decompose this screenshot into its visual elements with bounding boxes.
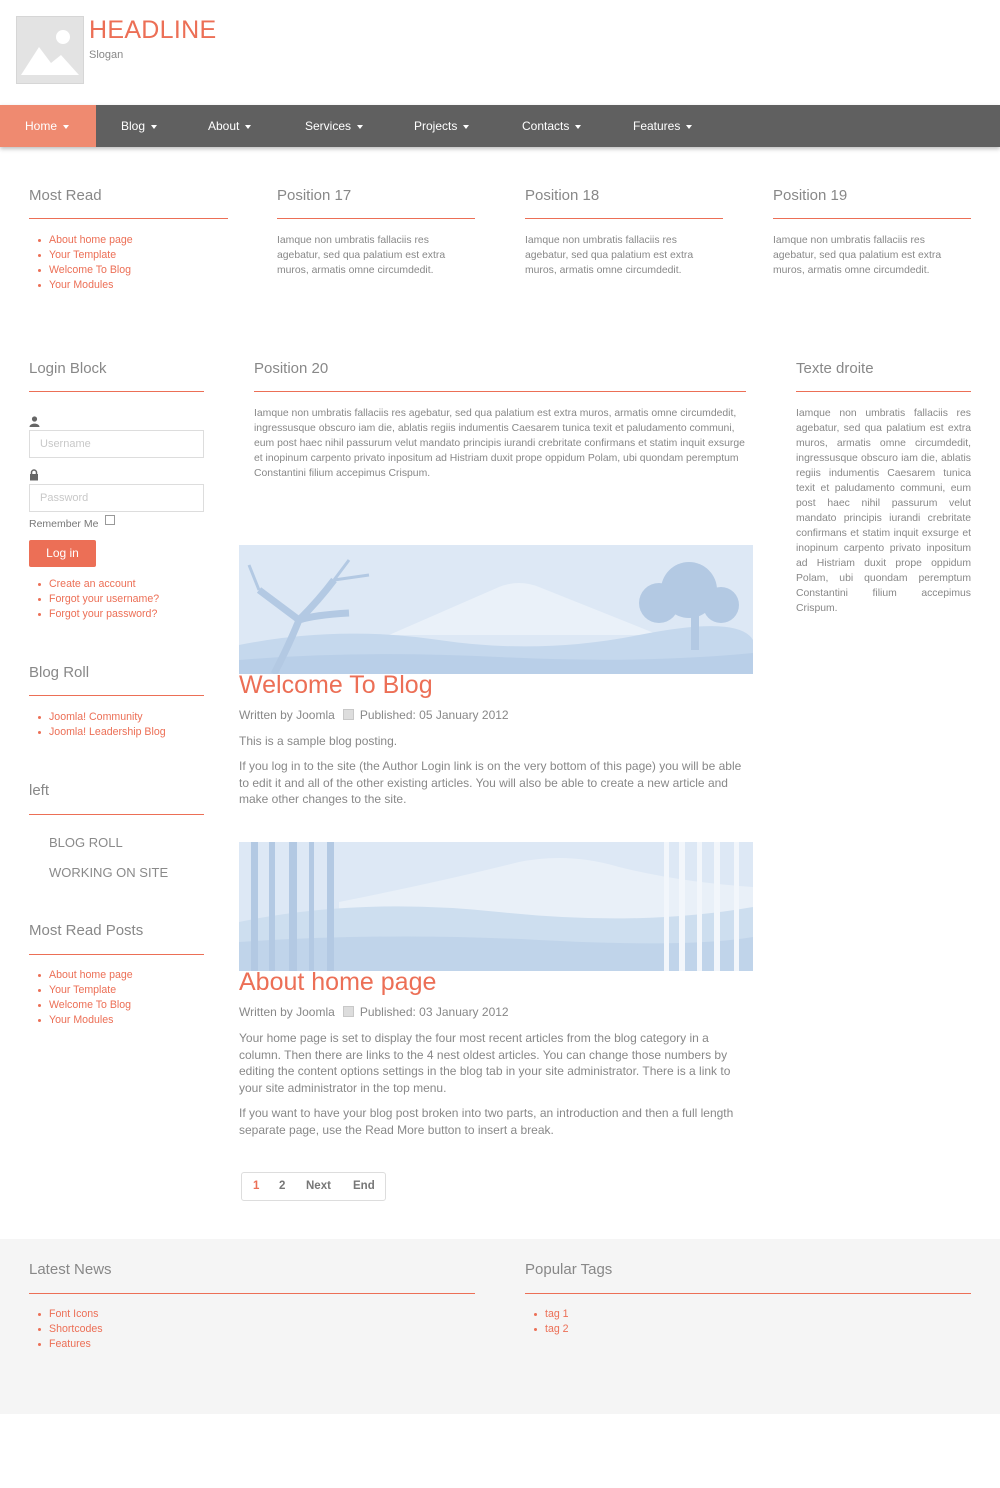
article-image-mountain[interactable] xyxy=(239,545,753,674)
latest-news-title: Latest News xyxy=(29,1261,112,1278)
site-headline[interactable]: HEADLINE xyxy=(89,16,217,44)
login-links xyxy=(29,577,159,622)
list-item[interactable] xyxy=(29,725,166,740)
image-placeholder-icon xyxy=(17,17,83,83)
position-17-text: Iamque non umbratis fallaciis res agebatur, sed qua palatium est extra muros, armatis omne circumdedit. xyxy=(277,235,446,276)
title-divider xyxy=(29,391,204,392)
title-divider xyxy=(29,218,228,219)
user-icon xyxy=(29,416,40,427)
list-item[interactable] xyxy=(29,1322,103,1337)
remember-me-checkbox[interactable] xyxy=(105,515,115,525)
caret-down-icon xyxy=(686,125,692,129)
left-menu-title: left xyxy=(29,782,50,799)
caret-down-icon xyxy=(575,125,581,129)
list-link[interactable]: About home page xyxy=(49,969,133,981)
title-divider xyxy=(796,391,971,392)
nav-item-label: Services xyxy=(305,119,352,133)
list-item[interactable] xyxy=(29,278,133,293)
nav-item-label: Contacts xyxy=(522,119,570,133)
position-18-title: Position 18 xyxy=(525,187,600,204)
list-link[interactable]: Welcome To Blog xyxy=(49,999,132,1011)
page-1[interactable]: 1 xyxy=(253,1180,260,1192)
list-link[interactable]: Shortcodes xyxy=(49,1323,103,1335)
blog-roll-title: Blog Roll xyxy=(29,664,90,681)
list-item[interactable] xyxy=(29,263,133,278)
article-title[interactable]: About home page xyxy=(239,968,437,996)
most-read-list xyxy=(29,233,133,293)
page-next[interactable]: Next xyxy=(306,1180,331,1192)
position-17-title: Position 17 xyxy=(277,187,352,204)
nav-item-projects[interactable] xyxy=(389,105,469,147)
nav-item-about[interactable] xyxy=(183,105,251,147)
caret-down-icon xyxy=(151,125,157,129)
caret-down-icon xyxy=(357,125,363,129)
popular-tags-list xyxy=(525,1307,569,1337)
mountain-landscape-image xyxy=(239,545,753,674)
article-meta xyxy=(239,1005,509,1019)
list-item[interactable] xyxy=(29,998,133,1013)
list-item[interactable] xyxy=(525,1307,569,1322)
title-divider xyxy=(525,218,723,219)
remember-me-label: Remember Me xyxy=(29,518,99,530)
nav-item-label: Blog xyxy=(121,119,146,133)
most-read-posts-title: Most Read Posts xyxy=(29,922,144,939)
list-item[interactable] xyxy=(29,577,159,592)
caret-down-icon xyxy=(63,125,69,129)
password-input[interactable] xyxy=(29,484,204,512)
caret-down-icon xyxy=(463,125,469,129)
title-divider xyxy=(29,695,204,696)
position-19-title: Position 19 xyxy=(773,187,848,204)
list-item[interactable] xyxy=(29,607,159,622)
title-divider xyxy=(29,1293,475,1294)
list-item[interactable] xyxy=(29,983,133,998)
list-link[interactable]: Font Icons xyxy=(49,1308,99,1320)
forgot-password-link[interactable]: Forgot your password? xyxy=(49,608,158,620)
list-link[interactable]: Welcome To Blog xyxy=(49,264,132,276)
article-paragraph: If you log in to the site (the Author Login link is on the very bottom of this page) you will be able to edit it and all of the other existing articles. You will also be able to create a new article and make other changes to the site. xyxy=(239,759,742,807)
position-19-text: Iamque non umbratis fallaciis res agebatur, sed qua palatium est extra muros, armatis omne circumdedit. xyxy=(773,235,942,276)
title-divider xyxy=(525,1293,971,1294)
title-divider xyxy=(254,391,746,392)
title-divider xyxy=(29,814,204,815)
nav-item-home[interactable] xyxy=(0,105,96,147)
list-link[interactable]: Your Template xyxy=(49,984,117,996)
list-link[interactable]: Features xyxy=(49,1338,91,1350)
position-18-text: Iamque non umbratis fallaciis res agebatur, sed qua palatium est extra muros, armatis omne circumdedit. xyxy=(525,235,694,276)
article-image-bamboo[interactable] xyxy=(239,842,753,971)
list-item[interactable] xyxy=(29,1013,133,1028)
list-link[interactable]: Joomla! Community xyxy=(49,711,143,723)
login-block-title: Login Block xyxy=(29,360,107,377)
list-link[interactable]: Joomla! Leadership Blog xyxy=(49,726,166,738)
forgot-username-link[interactable]: Forgot your username? xyxy=(49,593,160,605)
nav-item-label: Features xyxy=(633,119,681,133)
title-divider xyxy=(29,954,204,955)
popular-tags-title: Popular Tags xyxy=(525,1261,613,1278)
footer xyxy=(0,1239,1000,1414)
pagination xyxy=(241,1172,386,1201)
nav-item-label: Projects xyxy=(414,119,458,133)
nav-item-label: About xyxy=(208,119,240,133)
list-link[interactable]: About home page xyxy=(49,234,133,246)
list-item[interactable] xyxy=(29,233,133,248)
list-item[interactable] xyxy=(29,592,159,607)
nav-item-blog[interactable] xyxy=(96,105,157,147)
latest-news-list xyxy=(29,1307,103,1352)
list-item[interactable] xyxy=(525,1322,569,1337)
nav-item-label: Home xyxy=(25,119,58,133)
texte-droite-text: Iamque non umbratis fallaciis res agebatur, sed qua palatium est extra muros, armatis omne circumdedit, ingressusque obscuro iam die, ablatis regiis indumentis Caesarem tunica texit et paludamento communi, eum post haec nihil passurum velut mandato principis iurandi crebritate confirmans et statim inquit exsurge et inopinum carpento privato inpositum ad Histriam duxit prope oppidum Polam, ubi quondam peremptum Constantini filium accepimus Crispum. xyxy=(796,408,971,614)
create-account-link[interactable]: Create an account xyxy=(49,578,136,590)
main-nav xyxy=(0,105,1000,147)
username-input[interactable] xyxy=(29,430,204,458)
article-title[interactable]: Welcome To Blog xyxy=(239,671,433,699)
most-read-title: Most Read xyxy=(29,187,102,204)
site-logo[interactable] xyxy=(16,16,84,84)
bamboo-landscape-image xyxy=(239,842,753,971)
nav-item-features[interactable] xyxy=(608,105,692,147)
page-end[interactable]: End xyxy=(353,1180,375,1192)
article-published: Published: 05 January 2012 xyxy=(359,708,509,722)
calendar-icon xyxy=(343,709,354,720)
page-2[interactable]: 2 xyxy=(279,1180,286,1192)
list-link[interactable]: Your Modules xyxy=(49,1014,114,1026)
article-published: Published: 03 January 2012 xyxy=(359,1005,509,1019)
article-author: Written by Joomla xyxy=(239,708,335,722)
caret-down-icon xyxy=(245,125,251,129)
list-item[interactable] xyxy=(29,1337,103,1352)
list-link[interactable]: Your Modules xyxy=(49,279,114,291)
article-paragraph: Your home page is set to display the four most recent articles from the blog category in a column. Then there are links to the 4 nest oldest articles. You can change those numbers by editing the content options settings in the blog tab in your site administrator. There is a link to your site administrator in the top menu. xyxy=(239,1031,731,1096)
title-divider xyxy=(773,218,971,219)
menu-link-working-on-site[interactable]: WORKING ON SITE xyxy=(49,865,169,880)
list-link[interactable]: Your Template xyxy=(49,249,117,261)
article-meta xyxy=(239,708,509,722)
blog-roll-list xyxy=(29,710,166,740)
most-read-posts-list xyxy=(29,968,133,1028)
list-item[interactable] xyxy=(29,248,133,263)
tag-link[interactable]: tag 2 xyxy=(545,1323,569,1335)
article-author: Written by Joomla xyxy=(239,1005,335,1019)
calendar-icon xyxy=(343,1006,354,1017)
nav-item-contacts[interactable] xyxy=(497,105,581,147)
lock-icon xyxy=(29,469,39,481)
list-item[interactable] xyxy=(29,710,166,725)
article-paragraph: If you want to have your blog post broken into two parts, an introduction and then a full length separate page, use the Read More button to insert a break. xyxy=(239,1106,734,1137)
title-divider xyxy=(277,218,475,219)
nav-item-services[interactable] xyxy=(280,105,363,147)
login-button[interactable]: Log in xyxy=(29,540,96,567)
position-20-text: Iamque non umbratis fallaciis res agebatur, sed qua palatium est extra muros, armatis omne circumdedit, ingressusque obscuro iam die, ablatis regiis indumentis Caesarem tunica texit et paludamento communi, eum post haec nihil passurum velut mandato principis iurandi crebritate confirmans et statim inquit exsurge et inopinum carpento privato inpositum ad Histriam duxit prope oppidum Polam, ubi quondam peremptum Constantini filium accepimus Crispum. xyxy=(254,408,745,479)
site-slogan: Slogan xyxy=(89,49,124,61)
texte-droite-title: Texte droite xyxy=(796,360,874,377)
list-item[interactable] xyxy=(29,968,133,983)
article-paragraph: This is a sample blog posting. xyxy=(239,734,398,748)
position-20-title: Position 20 xyxy=(254,360,329,377)
tag-link[interactable]: tag 1 xyxy=(545,1308,569,1320)
list-item[interactable] xyxy=(29,1307,103,1322)
menu-link-blog-roll[interactable]: BLOG ROLL xyxy=(49,835,123,850)
